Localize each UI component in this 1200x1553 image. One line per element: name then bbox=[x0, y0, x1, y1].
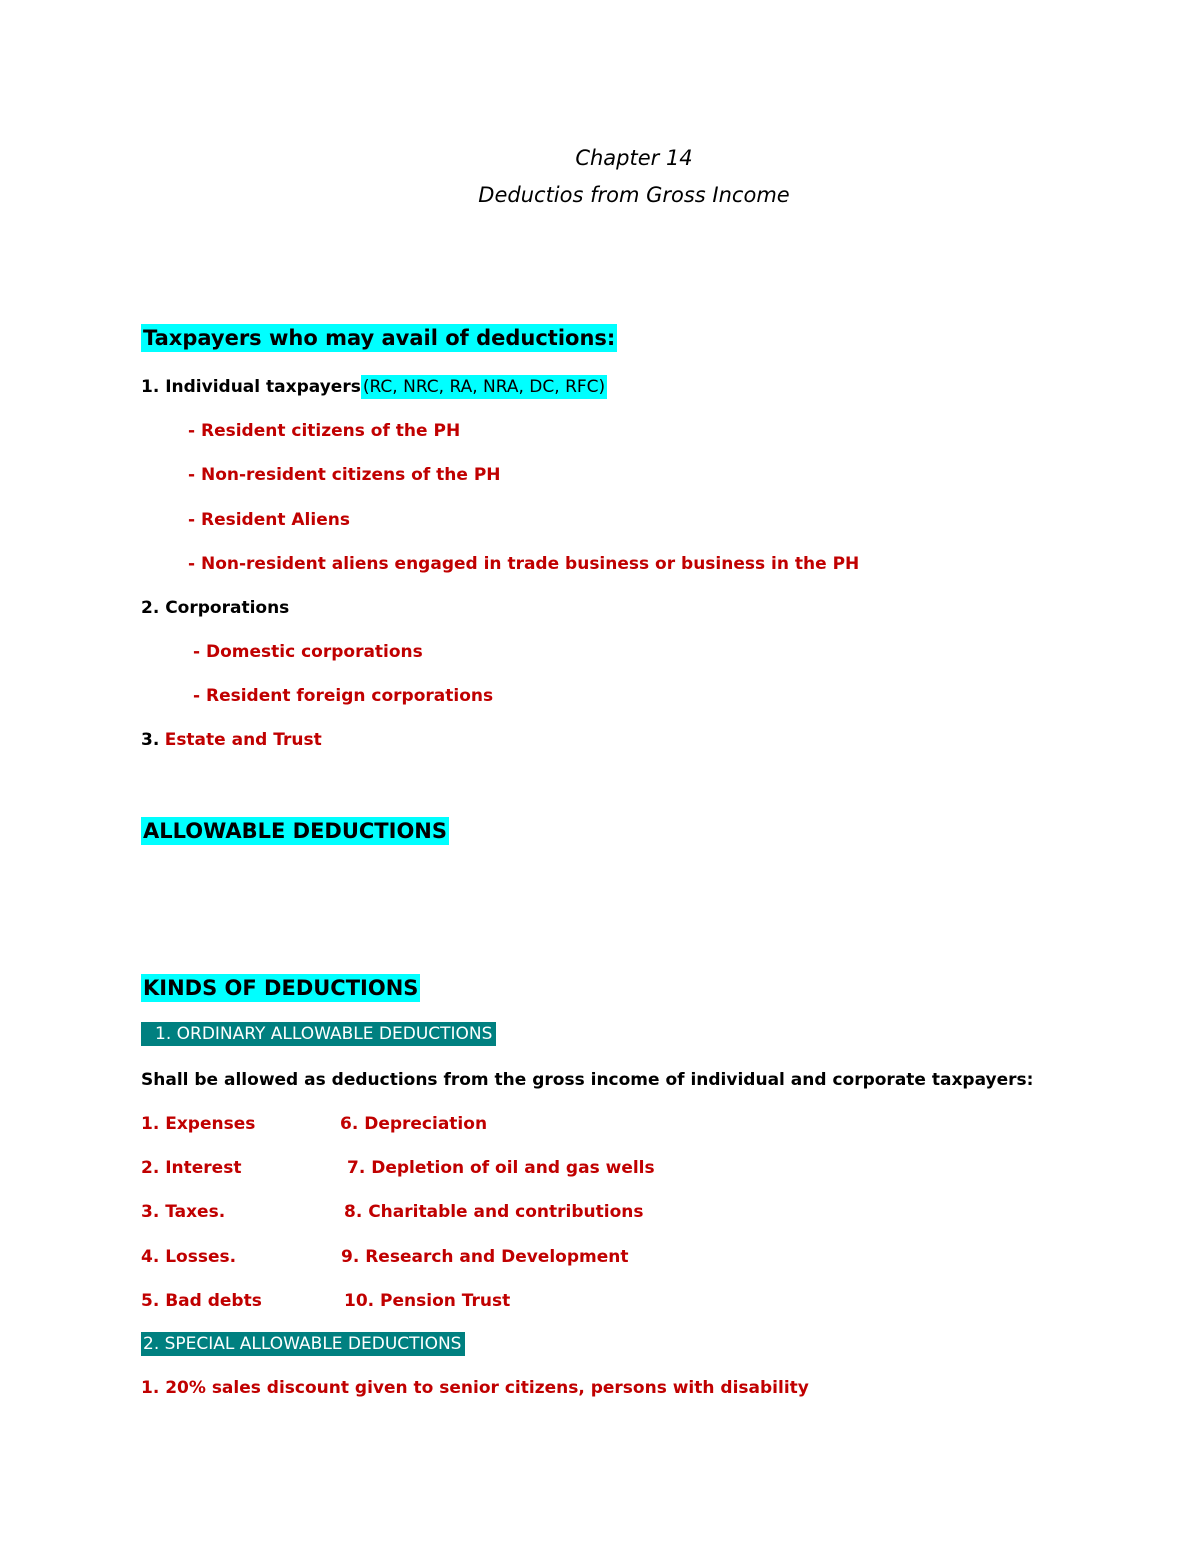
special-deductions-heading: 2. SPECIAL ALLOWABLE DEDUCTIONS bbox=[141, 1334, 465, 1354]
corporation-sub-item: - Resident foreign corporations bbox=[193, 686, 494, 706]
ordinary-item: 4. Losses. bbox=[141, 1247, 237, 1267]
allowable-deductions-heading: ALLOWABLE DEDUCTIONS bbox=[143, 819, 447, 843]
chapter-title: Chapter 14 bbox=[575, 146, 693, 170]
kinds-heading: KINDS OF DEDUCTIONS bbox=[143, 976, 419, 1000]
ordinary-item: 5. Bad debts bbox=[141, 1291, 262, 1311]
taxpayer-item-estate: 3. Estate and Trust bbox=[141, 730, 322, 750]
ordinary-intro: Shall be allowed as deductions from the gross income of individual and corporate taxpayers: bbox=[141, 1070, 1034, 1090]
taxpayer-item-corporations: 2. Corporations bbox=[141, 598, 290, 618]
chapter-subtitle: Deductios from Gross Income bbox=[478, 183, 790, 207]
individual-sub-item: - Resident Aliens bbox=[188, 510, 350, 530]
ordinary-item: 8. Charitable and contributions bbox=[344, 1202, 644, 1222]
ordinary-deductions-heading: 1. ORDINARY ALLOWABLE DEDUCTIONS bbox=[141, 1024, 496, 1044]
special-item: 1. 20% sales discount given to senior citizens, persons with disability bbox=[141, 1378, 809, 1398]
ordinary-item: 7. Depletion of oil and gas wells bbox=[347, 1158, 655, 1178]
individual-sub-item: - Resident citizens of the PH bbox=[188, 421, 461, 441]
taxpayer-item-individual: 1. Individual taxpayers (RC, NRC, RA, NRA, DC, RFC) bbox=[141, 377, 606, 397]
ordinary-item: 9. Research and Development bbox=[341, 1247, 629, 1267]
individual-sub-item: - Non-resident citizens of the PH bbox=[188, 465, 501, 485]
ordinary-item: 2. Interest bbox=[141, 1158, 242, 1178]
taxpayers-heading: Taxpayers who may avail of deductions: bbox=[143, 326, 616, 350]
corporation-sub-item: - Domestic corporations bbox=[193, 642, 423, 662]
individual-sub-item: - Non-resident aliens engaged in trade business or business in the PH bbox=[188, 554, 860, 574]
taxpayer-abbreviations: (RC, NRC, RA, NRA, DC, RFC) bbox=[362, 377, 606, 397]
ordinary-item: 10. Pension Trust bbox=[344, 1291, 511, 1311]
ordinary-item: 6. Depreciation bbox=[340, 1114, 488, 1134]
ordinary-item: 3. Taxes. bbox=[141, 1202, 226, 1222]
ordinary-item: 1. Expenses bbox=[141, 1114, 256, 1134]
